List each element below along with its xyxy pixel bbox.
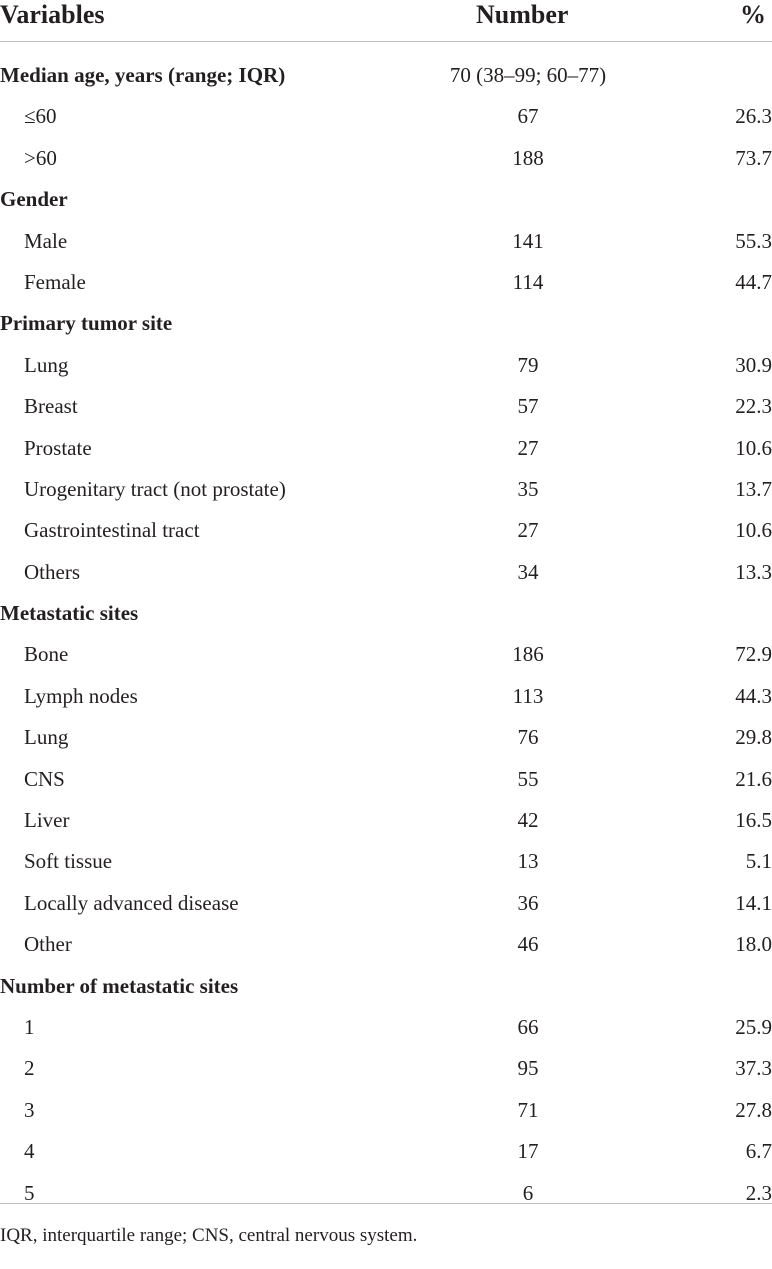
row-percent: 37.3 bbox=[735, 1056, 772, 1081]
table-row: Female 114 44.7 bbox=[0, 249, 772, 290]
table-row: Breast 57 22.3 bbox=[0, 373, 772, 414]
row-label: Lymph nodes bbox=[24, 683, 138, 708]
row-percent: 29.8 bbox=[735, 725, 772, 750]
table-header bbox=[0, 0, 772, 42]
row-percent: 21.6 bbox=[735, 766, 772, 791]
table-section-row bbox=[0, 166, 772, 212]
table-section-row bbox=[0, 580, 772, 626]
row-percent: 16.5 bbox=[735, 808, 772, 833]
table-row: Lung 79 30.9 bbox=[0, 332, 772, 373]
row-percent: 22.3 bbox=[735, 394, 772, 419]
row-label: Locally advanced disease bbox=[24, 890, 239, 915]
row-label: Other bbox=[24, 932, 72, 957]
column-header-percent: % bbox=[740, 0, 766, 29]
column-header-number: Number bbox=[476, 0, 569, 29]
row-label: Female bbox=[24, 269, 86, 294]
row-label: Bone bbox=[24, 642, 69, 667]
table-row: Lung 76 29.8 bbox=[0, 704, 772, 745]
row-percent: 13.3 bbox=[735, 559, 772, 584]
table-row: 3 71 27.8 bbox=[0, 1077, 772, 1118]
row-percent: 6.7 bbox=[745, 1139, 772, 1164]
table-row: Others 34 13.3 bbox=[0, 539, 772, 580]
row-percent: 27.8 bbox=[735, 1097, 772, 1122]
row-label: 5 bbox=[24, 1180, 35, 1205]
row-percent: 5.1 bbox=[745, 849, 772, 874]
row-label: Prostate bbox=[24, 435, 92, 460]
table-row: 1 66 25.9 bbox=[0, 994, 772, 1035]
row-label: Number of metastatic sites bbox=[0, 973, 239, 998]
row-label: >60 bbox=[24, 145, 57, 170]
row-label: 4 bbox=[24, 1139, 35, 1164]
table-row: 4 17 6.7 bbox=[0, 1118, 772, 1159]
row-label: CNS bbox=[24, 766, 65, 791]
row-label: Gastrointestinal tract bbox=[24, 518, 200, 543]
table-row: ≤60 67 26.3 bbox=[0, 83, 772, 124]
row-label: Lung bbox=[24, 352, 69, 377]
row-label: Liver bbox=[24, 808, 70, 833]
table-section-row bbox=[0, 290, 772, 336]
table-row: Male 141 55.3 bbox=[0, 208, 772, 249]
table-row: >60 188 73.7 bbox=[0, 125, 772, 166]
row-percent: 13.7 bbox=[735, 476, 772, 501]
table-footnote: IQR, interquartile range; CNS, central nervous system. bbox=[0, 1225, 418, 1246]
row-percent: 55.3 bbox=[735, 228, 772, 253]
row-percent: 72.9 bbox=[735, 642, 772, 667]
row-label: ≤60 bbox=[24, 104, 57, 129]
row-percent: 18.0 bbox=[735, 932, 772, 957]
row-percent: 10.6 bbox=[735, 518, 772, 543]
row-label: Breast bbox=[24, 394, 78, 419]
row-label: Primary tumor site bbox=[0, 311, 173, 336]
row-percent: 30.9 bbox=[735, 352, 772, 377]
row-label: 3 bbox=[24, 1097, 35, 1122]
row-label: Metastatic sites bbox=[0, 601, 139, 626]
row-percent: 73.7 bbox=[735, 145, 772, 170]
table-row: Lymph nodes 113 44.3 bbox=[0, 663, 772, 704]
table-row: 5 6 2.3 bbox=[0, 1160, 772, 1201]
table-row: Other 46 18.0 bbox=[0, 911, 772, 952]
row-percent: 10.6 bbox=[735, 435, 772, 460]
table-bottom-rule bbox=[0, 1203, 772, 1204]
row-percent: 14.1 bbox=[735, 890, 772, 915]
table-row: Bone 186 72.9 bbox=[0, 621, 772, 662]
row-label: Others bbox=[24, 559, 80, 584]
table-row: Liver 42 16.5 bbox=[0, 787, 772, 828]
table-body bbox=[0, 42, 772, 1205]
table-row: Gastrointestinal tract 27 10.6 bbox=[0, 497, 772, 538]
row-percent: 44.7 bbox=[735, 269, 772, 294]
table-row: 2 95 37.3 bbox=[0, 1035, 772, 1076]
row-label: 1 bbox=[24, 1014, 35, 1039]
row-label: Male bbox=[24, 228, 68, 253]
row-label: Median age, years (range; IQR) bbox=[0, 63, 286, 87]
row-label: Soft tissue bbox=[24, 849, 113, 874]
table-row: Urogenitary tract (not prostate) 35 13.7 bbox=[0, 456, 772, 497]
table-section-row bbox=[0, 953, 772, 998]
row-label: Gender bbox=[0, 187, 68, 212]
row-percent: 25.9 bbox=[735, 1014, 772, 1039]
table-row: CNS 55 21.6 bbox=[0, 746, 772, 787]
row-label: Urogenitary tract (not prostate) bbox=[24, 476, 286, 501]
table-row: Soft tissue 13 5.1 bbox=[0, 828, 772, 869]
row-percent: 2.3 bbox=[745, 1180, 772, 1205]
table-section-row: Median age, years (range; IQR) 70 (38–99; 60–77) bbox=[0, 42, 772, 83]
row-percent: 26.3 bbox=[735, 104, 772, 129]
row-label: 2 bbox=[24, 1056, 35, 1081]
column-header-variables: Variables bbox=[0, 0, 105, 29]
table-row: Locally advanced disease 36 14.1 bbox=[0, 870, 772, 911]
row-percent: 44.3 bbox=[735, 683, 772, 708]
table-row: Prostate 27 10.6 bbox=[0, 415, 772, 456]
row-label: Lung bbox=[24, 725, 69, 750]
